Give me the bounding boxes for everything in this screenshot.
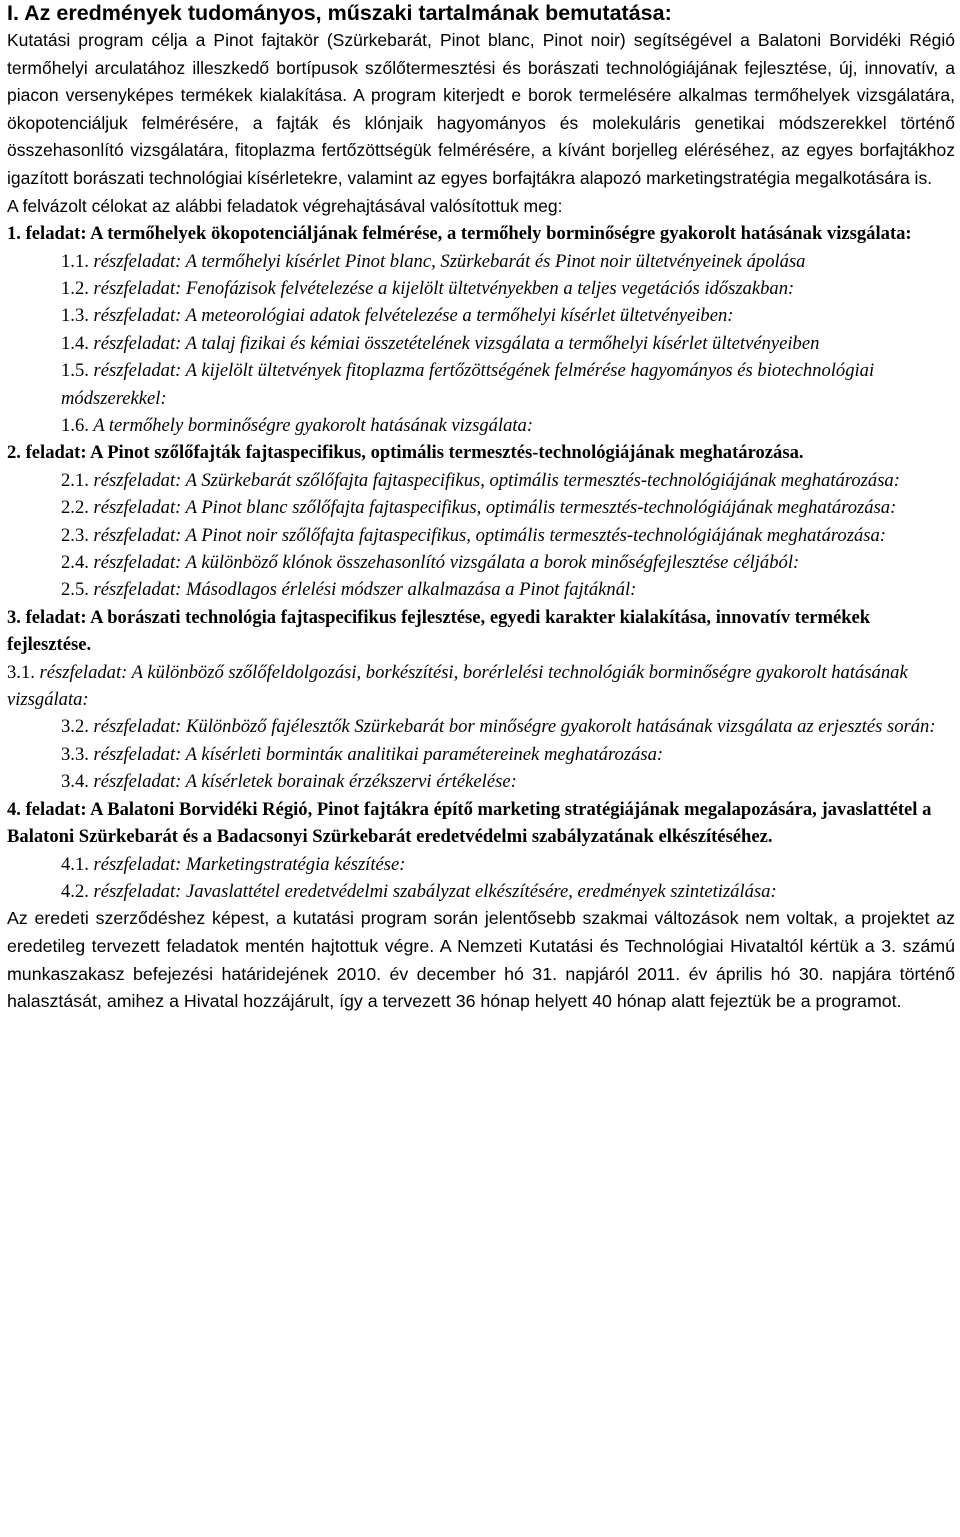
subtask-number: 1.3. <box>61 305 89 327</box>
subtask-item <box>7 248 955 275</box>
closing-paragraph: Az eredeti szerződéshez képest, a kutatási program során jelentősebb szakmai változások nem voltak, a projektet az eredetileg tervezett feladatok mentén hajtottuk végre. A Nemzeti Kutatási és Technológiai Hivataltól kértük a 3. számú munkaszakasz befejezési határidejének 2010. év december hó 31. napjáról 2011. év április hó 30. napjára történő halasztását, amihez a Hivatal hozzájárult, így a tervezett 36 hónap helyett 40 hónap alatt fejeztük be a programot. <box>7 908 955 1012</box>
subtask-text: részfeladat: Különböző fajélesztők Szürkebarát bor minőségre gyakorolt hatásának vizsgálata az erjesztés során: <box>93 716 936 738</box>
subtask-number: 1.5. <box>61 360 89 382</box>
subtask-item <box>7 713 955 740</box>
lead-sentence: A felvázolt célokat az alábbi feladatok végrehajtásával valósítottuk meg: <box>7 195 563 216</box>
subtask-number: 1.6. <box>61 415 89 436</box>
task-title: 1. feladat: A termőhelyek ökopotenciáljának felmérése, a termőhely borminőségre gyakorolt hatásának vizsgálata: <box>7 223 912 245</box>
subtask-text: részfeladat: A talaj fizikai és kémiai összetételének vizsgálata a termőhelyi kísérlet ültetvényeiben <box>93 332 820 354</box>
subtask-number: 2.5. <box>61 579 89 601</box>
document-page <box>7 0 955 1016</box>
section-heading: I. Az eredmények tudományos, műszaki tartalmának bemutatása: <box>7 1 672 25</box>
subtask-item <box>7 549 955 576</box>
subtask-item <box>7 741 955 768</box>
subtask-item <box>7 330 955 357</box>
subtask-text: részfeladat: A Pinot blanc szőlőfajta fajtaspecifikus, optimális termesztés-technológiájának meghatározása: <box>93 497 897 519</box>
subtask-text: részfeladat: A termőhelyi kísérlet Pinot blanc, Szürkebarát és Pinot noir ültetvényeinek ápolása <box>93 250 806 272</box>
subtask-item <box>7 467 955 494</box>
subtask-number: 1.4. <box>61 332 89 354</box>
subtask-text: részfeladat: A kísérletek borainak érzékszervi értékelése: <box>93 771 517 793</box>
subtask-text: részfeladat: A meteorológiai adatok felvételezése a termőhelyi kísérlet ültetvényeiben: <box>93 305 734 327</box>
subtask-text: részfeladat: A különböző klónok összehasonlító vizsgálata a borok minőségfejlesztése céljából: <box>93 552 800 574</box>
subtask-text: részfeladat: A kijelölt ültetvények fitoplazma fertőzöttségének felmérése hagyományos és biotechnológiai módszerekkel: <box>61 360 875 409</box>
task-title: 3. feladat: A borászati technológia fajtaspecifikus fejlesztése, egyedi karakter kialakítása, innovatív termékek fejlesztése. <box>7 606 871 656</box>
subtask-text: részfeladat: A Szürkebarát szőlőfajta fajtaspecifikus, optimális termesztés-technológiájának meghatározása: <box>93 469 900 491</box>
subtask-text: részfeladat: Másodlagos érlelési módszer alkalmazása a Pinot fajtáknál: <box>93 579 637 601</box>
subtask-number: 2.4. <box>61 552 89 574</box>
subtask-item <box>7 412 955 439</box>
task-title: 2. feladat: A Pinot szőlőfajták fajtaspecifikus, optimális termesztés-technológiájának meghatározása. <box>7 442 804 464</box>
subtask-item <box>7 851 955 878</box>
subtask-number: 2.2. <box>61 497 89 519</box>
subtask-text: részfeladat: A Pinot noir szőlőfajta fajtaspecifikus, optimális termesztés-technológiájának meghatározása: <box>93 524 886 546</box>
subtask-item <box>7 275 955 302</box>
subtask-item <box>7 494 955 521</box>
intro-paragraph: Kutatási program célja a Pinot fajtakör (Szürkebarát, Pinot blanc, Pinot noir) segítségével a Balatoni Borvidéki Régió termőhelyi arculatához illeszkedő bortípusok szőlőtermesztési és borászati technológiájának fejlesztése, új, innovatív, a piacon versenyképes termékek kialakítása. A program kiterjedt e borok termelésére alkalmas termőhelyek vizsgálatára, ökopotenciáljuk felmérésére, a fajták és klónjaik hagyományos és molekuláris genetikai módszerekkel történő összehasonlító vizsgálatára, fitoplazma fertőzöttségük felmérésére, a kívánt borjelleg eléréséhez, az egyes borfajtákhoz igazított borászati technológiai kísérletekre, valamint az egyes borfajtákra alapozó marketingstratégia megalkotására is. <box>7 30 955 188</box>
subtask-number: 4.2. <box>61 880 89 902</box>
subtask-number: 1.2. <box>61 277 89 299</box>
subtask-text: részfeladat: Fenofázisok felvételezése a kijelölt ültetvényekben a teljes vegetációs időszakban: <box>93 277 795 299</box>
subtask-number: 2.3. <box>61 524 89 546</box>
subtask-item <box>7 768 955 795</box>
task-title: 4. feladat: A Balatoni Borvidéki Régió, Pinot fajtákra építő marketing stratégiájának megalapozására, javaslattétel a Balatoni Szürkebarát és a Badacsonyi Szürkebarát eredetvédelmi szabályzatának elkészítéséhez. <box>7 798 932 848</box>
subtask-number: 4.1. <box>61 853 89 875</box>
subtask-item <box>7 659 955 714</box>
subtask-number: 3.4. <box>61 771 89 793</box>
subtask-item <box>7 576 955 603</box>
subtask-text: részfeladat: A kísérleti bormintáк analitikai paramétereinek meghatározása: <box>93 743 664 765</box>
subtask-number: 3.2. <box>61 716 89 738</box>
subtask-item <box>7 522 955 549</box>
subtask-item <box>7 878 955 905</box>
task-list <box>7 220 955 905</box>
subtask-number: 1.1. <box>61 250 89 272</box>
subtask-number: 3.1. <box>7 661 35 683</box>
subtask-number: 3.3. <box>61 743 89 765</box>
subtask-item <box>7 357 955 412</box>
subtask-item <box>7 302 955 329</box>
subtask-text: részfeladat: Marketingstratégia készítése: <box>93 853 406 875</box>
subtask-number: 2.1. <box>61 469 89 491</box>
subtask-text: részfeladat: A különböző szőlőfeldolgozási, borkészítési, borérlelési technológiák borminőségre gyakorolt hatásának vizsgálata: <box>7 661 908 711</box>
subtask-text: részfeladat: Javaslattétel eredetvédelmi szabályzat elkészítésére, eredmények szintetizálása: <box>93 880 777 902</box>
subtask-text: A termőhely borminőségre gyakorolt hatásának vizsgálata: <box>93 415 534 436</box>
